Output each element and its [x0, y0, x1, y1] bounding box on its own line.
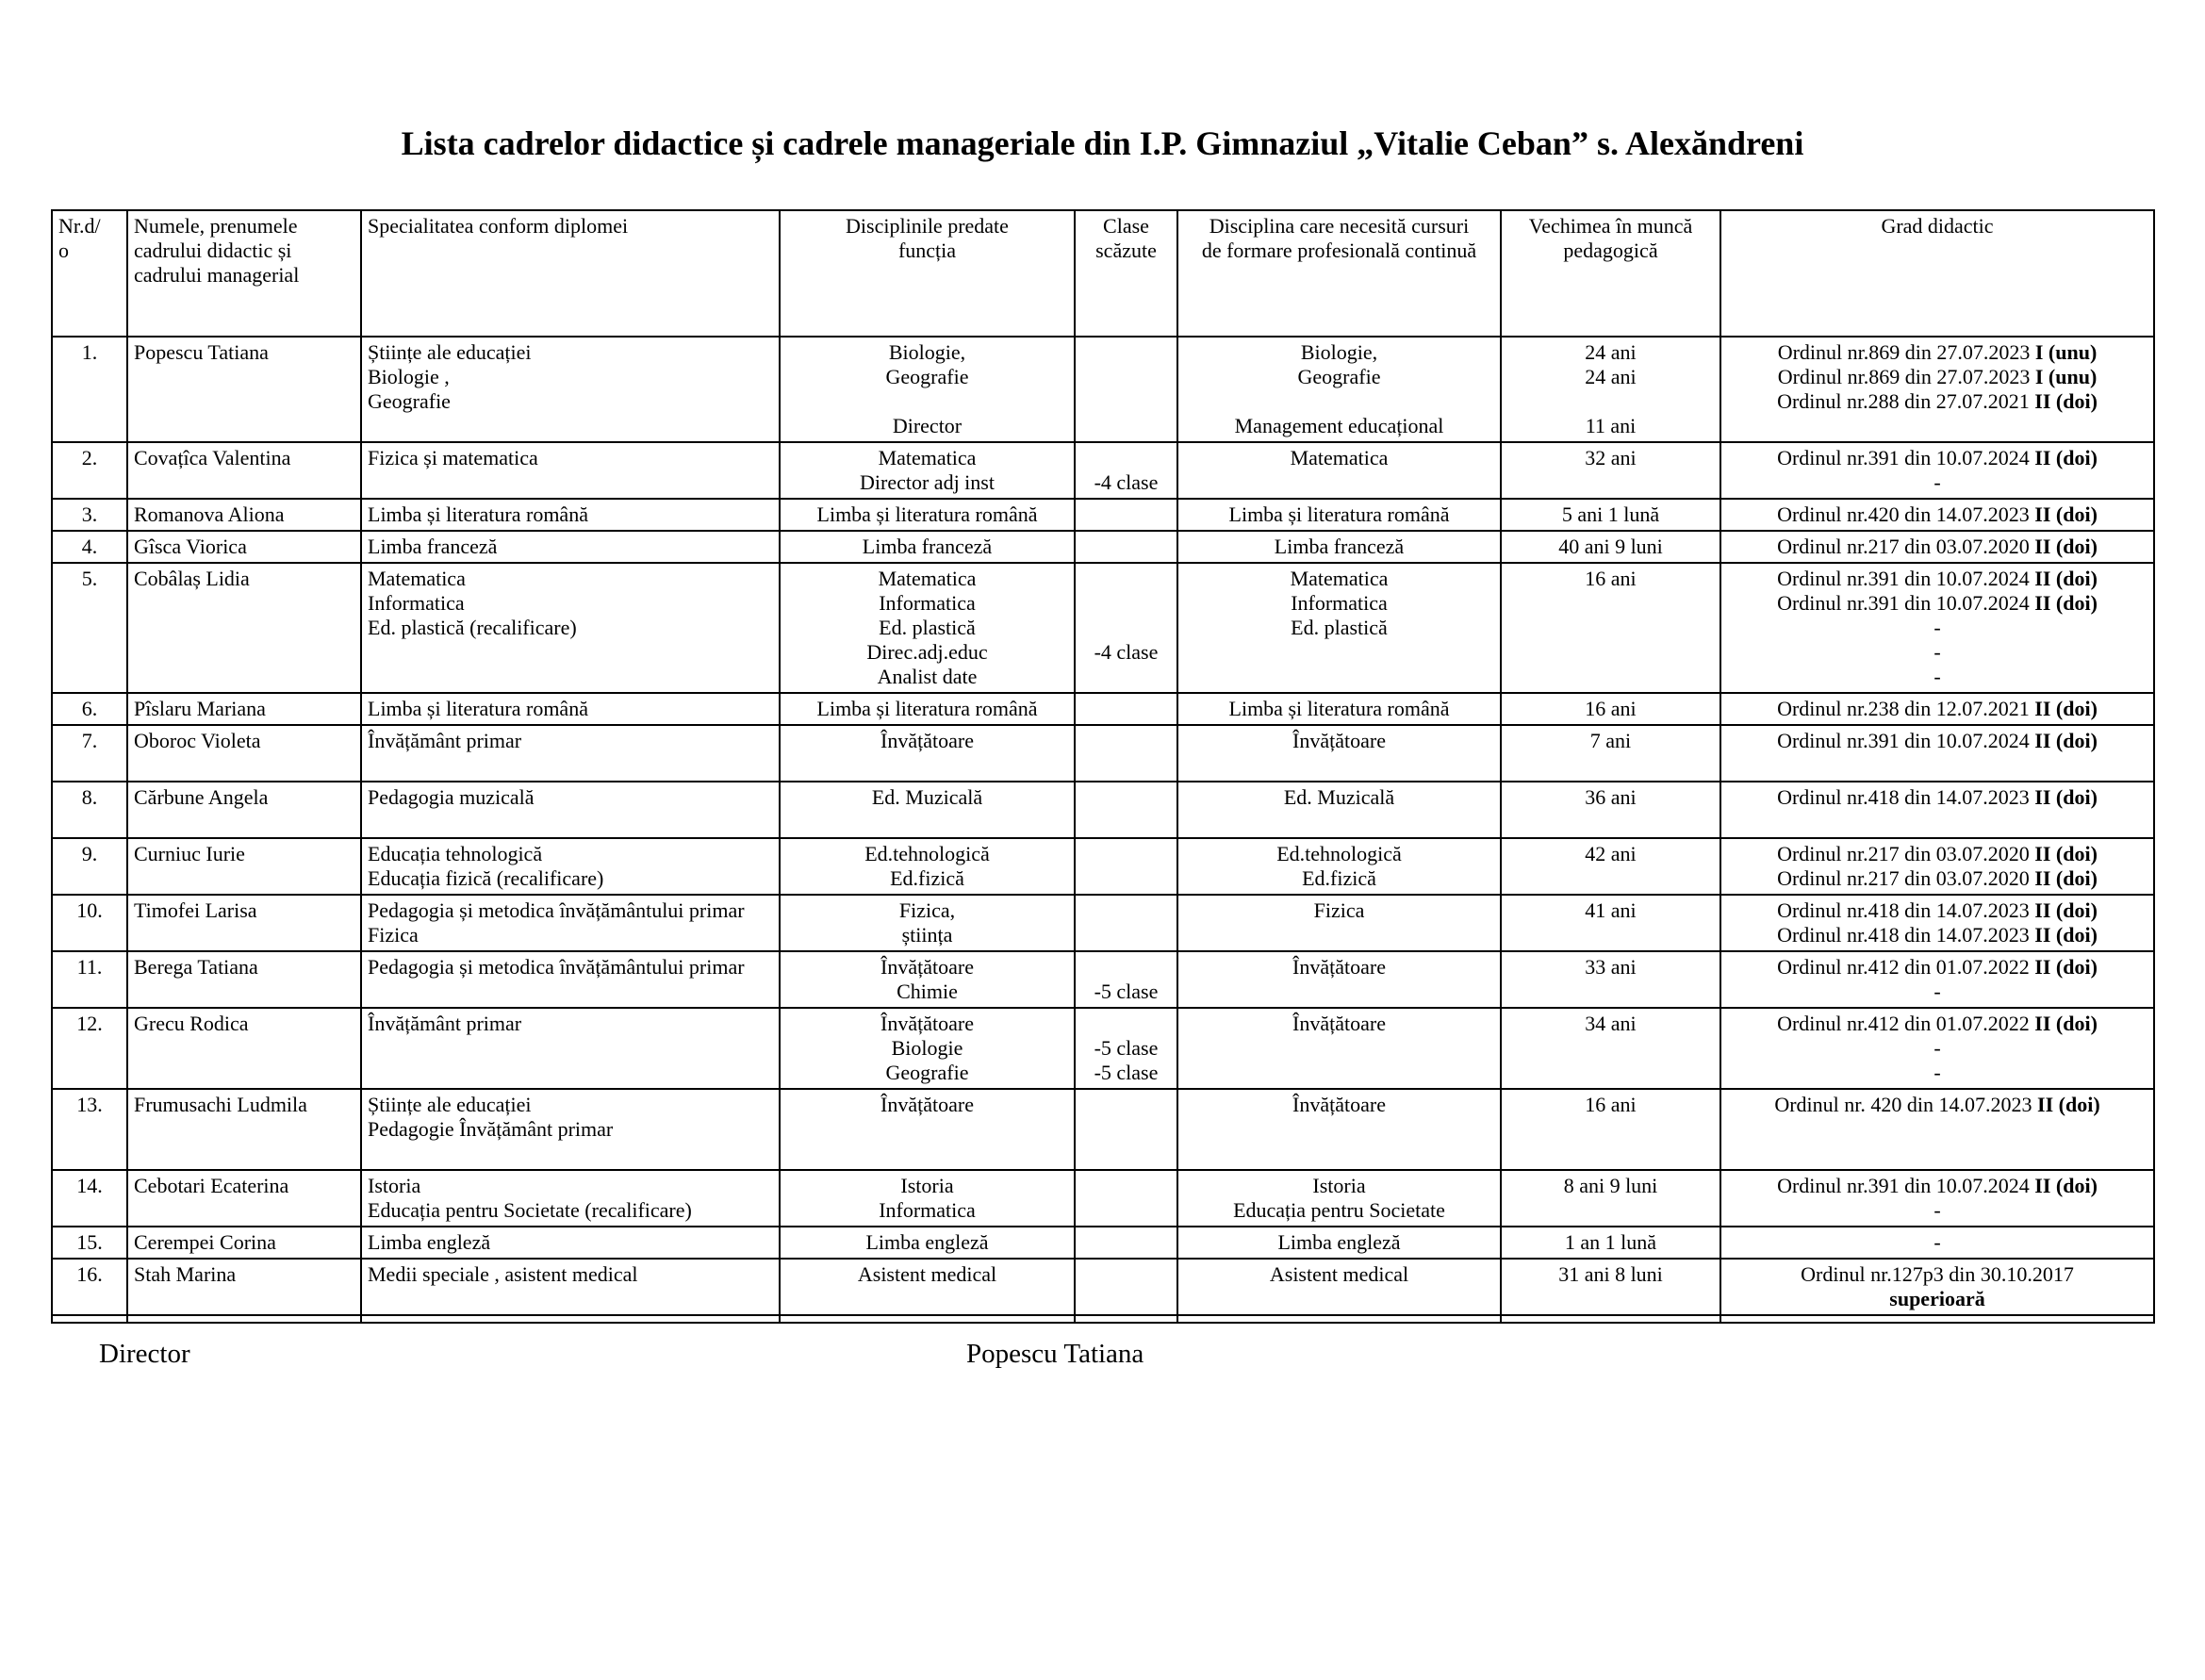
cell-specialty — [361, 1315, 780, 1323]
cell-training: Asistent medical — [1177, 1259, 1501, 1315]
cell-subjects: Fizica, știința — [780, 895, 1075, 951]
cell-nr: 7. — [52, 725, 127, 782]
cell-nr: 16. — [52, 1259, 127, 1315]
cell-subjects: Matematica Director adj inst — [780, 442, 1075, 499]
cell-nr: 14. — [52, 1170, 127, 1227]
cell-degree — [1720, 1315, 2154, 1323]
cell-clase: -4 clase — [1075, 563, 1177, 693]
cell-specialty: Istoria Educația pentru Societate (recalificare) — [361, 1170, 780, 1227]
cell-seniority: 5 ani 1 lună — [1501, 499, 1720, 531]
cell-degree: Ordinul nr.217 din 03.07.2020 II (doi) Ordinul nr.217 din 03.07.2020 II (doi) — [1720, 838, 2154, 895]
cell-specialty: Limba și literatura română — [361, 499, 780, 531]
cell-name: Curniuc Iurie — [127, 838, 361, 895]
cell-subjects: Ed.tehnologică Ed.fizică — [780, 838, 1075, 895]
cell-clase — [1075, 337, 1177, 442]
cell-nr: 5. — [52, 563, 127, 693]
cell-seniority: 16 ani — [1501, 1089, 1720, 1170]
cell-nr — [52, 1315, 127, 1323]
cell-name: Gîsca Viorica — [127, 531, 361, 563]
cell-specialty: Pedagogia și metodica învățământului primar Fizica — [361, 895, 780, 951]
table-header — [52, 210, 2154, 337]
cell-name: Grecu Rodica — [127, 1008, 361, 1089]
cell-specialty: Fizica și matematica — [361, 442, 780, 499]
cell-nr: 9. — [52, 838, 127, 895]
column-header-name: Numele, prenumele cadrului didactic și cadrului managerial — [127, 210, 361, 337]
cell-specialty: Pedagogia și metodica învățământului primar — [361, 951, 780, 1008]
cell-nr: 12. — [52, 1008, 127, 1089]
cell-clase — [1075, 838, 1177, 895]
page-title: Lista cadrelor didactice și cadrele manageriale din I.P. Gimnaziul „Vitalie Ceban” s. Alexăndreni — [401, 124, 1804, 162]
cell-name: Romanova Aliona — [127, 499, 361, 531]
cell-degree: Ordinul nr.391 din 10.07.2024 II (doi) - — [1720, 442, 2154, 499]
cell-degree: Ordinul nr.418 din 14.07.2023 II (doi) Ordinul nr.418 din 14.07.2023 II (doi) — [1720, 895, 2154, 951]
cell-seniority: 40 ani 9 luni — [1501, 531, 1720, 563]
cell-subjects: Limba și literatura română — [780, 499, 1075, 531]
cell-clase — [1075, 782, 1177, 838]
cell-subjects: Limba engleză — [780, 1227, 1075, 1259]
cell-name: Pîslaru Mariana — [127, 693, 361, 725]
column-header-training: Disciplina care necesită cursuri de formare profesională continuă — [1177, 210, 1501, 337]
cell-nr: 8. — [52, 782, 127, 838]
column-header-seniority: Vechimea în muncă pedagogică — [1501, 210, 1720, 337]
cell-specialty: Limba engleză — [361, 1227, 780, 1259]
cell-nr: 2. — [52, 442, 127, 499]
cell-training: Matematica Informatica Ed. plastică — [1177, 563, 1501, 693]
cell-name: Cebotari Ecaterina — [127, 1170, 361, 1227]
table-row — [52, 531, 2154, 563]
cell-specialty: Învățământ primar — [361, 1008, 780, 1089]
cell-seniority: 7 ani — [1501, 725, 1720, 782]
cell-name: Frumusachi Ludmila — [127, 1089, 361, 1170]
cell-seniority: 33 ani — [1501, 951, 1720, 1008]
cell-specialty: Educația tehnologică Educația fizică (recalificare) — [361, 838, 780, 895]
cell-clase — [1075, 1259, 1177, 1315]
table-row — [52, 951, 2154, 1008]
cell-nr: 11. — [52, 951, 127, 1008]
cell-specialty: Științe ale educației Pedagogie Învățământ primar — [361, 1089, 780, 1170]
cell-name: Oboroc Violeta — [127, 725, 361, 782]
cell-specialty: Limba și literatura română — [361, 693, 780, 725]
cell-seniority: 1 an 1 lună — [1501, 1227, 1720, 1259]
cell-nr: 13. — [52, 1089, 127, 1170]
cell-nr: 3. — [52, 499, 127, 531]
cell-degree: Ordinul nr.391 din 10.07.2024 II (doi) — [1720, 725, 2154, 782]
cell-clase — [1075, 693, 1177, 725]
cell-training: Învățătoare — [1177, 725, 1501, 782]
cell-subjects: Istoria Informatica — [780, 1170, 1075, 1227]
cell-degree: Ordinul nr.217 din 03.07.2020 II (doi) — [1720, 531, 2154, 563]
cell-degree: Ordinul nr.238 din 12.07.2021 II (doi) — [1720, 693, 2154, 725]
column-header-subjects: Disciplinile predate funcția — [780, 210, 1075, 337]
cell-seniority: 32 ani — [1501, 442, 1720, 499]
cell-nr: 15. — [52, 1227, 127, 1259]
cell-nr: 1. — [52, 337, 127, 442]
cell-clase — [1075, 1170, 1177, 1227]
cell-name: Popescu Tatiana — [127, 337, 361, 442]
cell-subjects: Învățătoare — [780, 1089, 1075, 1170]
cell-subjects: Limba și literatura română — [780, 693, 1075, 725]
cell-name: Covațîca Valentina — [127, 442, 361, 499]
cell-degree: Ordinul nr.869 din 27.07.2023 I (unu) Ordinul nr.869 din 27.07.2023 I (unu) Ordinul nr.288 din 27.07.2021 II (doi) — [1720, 337, 2154, 442]
cell-subjects: Ed. Muzicală — [780, 782, 1075, 838]
table-row — [52, 1170, 2154, 1227]
column-header-clase: Clase scăzute — [1075, 210, 1177, 337]
cell-subjects: Matematica Informatica Ed. plastică Direc.adj.educ Analist date — [780, 563, 1075, 693]
cell-clase: -5 clase -5 clase — [1075, 1008, 1177, 1089]
table-row — [52, 1315, 2154, 1323]
cell-clase — [1075, 1089, 1177, 1170]
cell-training — [1177, 1315, 1501, 1323]
cell-name: Berega Tatiana — [127, 951, 361, 1008]
cell-training: Fizica — [1177, 895, 1501, 951]
cell-training: Istoria Educația pentru Societate — [1177, 1170, 1501, 1227]
table-row — [52, 337, 2154, 442]
cell-seniority: 24 ani 24 ani 11 ani — [1501, 337, 1720, 442]
cell-seniority: 16 ani — [1501, 693, 1720, 725]
cell-clase — [1075, 725, 1177, 782]
cell-name — [127, 1315, 361, 1323]
staff-table — [51, 209, 2155, 1324]
cell-subjects: Învățătoare Biologie Geografie — [780, 1008, 1075, 1089]
cell-training: Limba și literatura română — [1177, 499, 1501, 531]
cell-clase — [1075, 895, 1177, 951]
table-row — [52, 563, 2154, 693]
cell-subjects: Biologie, Geografie Director — [780, 337, 1075, 442]
cell-subjects: Învățătoare — [780, 725, 1075, 782]
cell-degree: Ordinul nr.420 din 14.07.2023 II (doi) — [1720, 499, 2154, 531]
cell-training: Limba engleză — [1177, 1227, 1501, 1259]
cell-degree: Ordinul nr. 420 din 14.07.2023 II (doi) — [1720, 1089, 2154, 1170]
cell-degree: - — [1720, 1227, 2154, 1259]
table-row — [52, 838, 2154, 895]
cell-degree: Ordinul nr.418 din 14.07.2023 II (doi) — [1720, 782, 2154, 838]
cell-training: Limba franceză — [1177, 531, 1501, 563]
cell-degree: Ordinul nr.127p3 din 30.10.2017 superioară — [1720, 1259, 2154, 1315]
table-row — [52, 1259, 2154, 1315]
cell-name: Cerempei Corina — [127, 1227, 361, 1259]
cell-clase: -5 clase — [1075, 951, 1177, 1008]
table-row — [52, 895, 2154, 951]
table-row — [52, 1227, 2154, 1259]
cell-training: Matematica — [1177, 442, 1501, 499]
column-header-specialty: Specialitatea conform diplomei — [361, 210, 780, 337]
cell-degree: Ordinul nr.391 din 10.07.2024 II (doi) - — [1720, 1170, 2154, 1227]
cell-clase — [1075, 531, 1177, 563]
cell-nr: 4. — [52, 531, 127, 563]
cell-seniority: 8 ani 9 luni — [1501, 1170, 1720, 1227]
cell-specialty: Limba franceză — [361, 531, 780, 563]
cell-clase: -4 clase — [1075, 442, 1177, 499]
table-row — [52, 442, 2154, 499]
cell-degree: Ordinul nr.391 din 10.07.2024 II (doi) Ordinul nr.391 din 10.07.2024 II (doi) - - - — [1720, 563, 2154, 693]
cell-seniority: 42 ani — [1501, 838, 1720, 895]
cell-name: Timofei Larisa — [127, 895, 361, 951]
header-row — [52, 210, 2154, 337]
table-row — [52, 693, 2154, 725]
table-row — [52, 499, 2154, 531]
cell-degree: Ordinul nr.412 din 01.07.2022 II (doi) - — [1720, 951, 2154, 1008]
cell-name: Cărbune Angela — [127, 782, 361, 838]
cell-training: Învățătoare — [1177, 1089, 1501, 1170]
footer-director-label: Director — [99, 1339, 190, 1369]
table-body — [52, 337, 2154, 1323]
cell-specialty: Medii speciale , asistent medical — [361, 1259, 780, 1315]
cell-specialty: Științe ale educației Biologie , Geografie — [361, 337, 780, 442]
table-row — [52, 782, 2154, 838]
cell-seniority — [1501, 1315, 1720, 1323]
cell-specialty: Pedagogia muzicală — [361, 782, 780, 838]
table-row — [52, 725, 2154, 782]
cell-subjects: Limba franceză — [780, 531, 1075, 563]
cell-training: Ed. Muzicală — [1177, 782, 1501, 838]
cell-training: Ed.tehnologică Ed.fizică — [1177, 838, 1501, 895]
cell-training: Învățătoare — [1177, 1008, 1501, 1089]
cell-seniority: 36 ani — [1501, 782, 1720, 838]
cell-seniority: 16 ani — [1501, 563, 1720, 693]
cell-seniority: 34 ani — [1501, 1008, 1720, 1089]
cell-degree: Ordinul nr.412 din 01.07.2022 II (doi) - - — [1720, 1008, 2154, 1089]
cell-name: Cobâlaș Lidia — [127, 563, 361, 693]
column-header-nr: Nr.d/ o — [52, 210, 127, 337]
cell-specialty: Învățământ primar — [361, 725, 780, 782]
cell-training: Limba și literatura română — [1177, 693, 1501, 725]
cell-clase — [1075, 1315, 1177, 1323]
cell-nr: 6. — [52, 693, 127, 725]
cell-training: Biologie, Geografie Management educațional — [1177, 337, 1501, 442]
cell-name: Stah Marina — [127, 1259, 361, 1315]
cell-specialty: Matematica Informatica Ed. plastică (recalificare) — [361, 563, 780, 693]
cell-clase — [1075, 499, 1177, 531]
cell-clase — [1075, 1227, 1177, 1259]
cell-subjects: Învățătoare Chimie — [780, 951, 1075, 1008]
cell-subjects: Asistent medical — [780, 1259, 1075, 1315]
footer-director-name: Popescu Tatiana — [966, 1339, 1144, 1369]
cell-seniority: 41 ani — [1501, 895, 1720, 951]
column-header-degree: Grad didactic — [1720, 210, 2154, 337]
table-row — [52, 1089, 2154, 1170]
cell-subjects — [780, 1315, 1075, 1323]
cell-seniority: 31 ani 8 luni — [1501, 1259, 1720, 1315]
cell-nr: 10. — [52, 895, 127, 951]
cell-training: Învățătoare — [1177, 951, 1501, 1008]
table-row — [52, 1008, 2154, 1089]
signature-block — [0, 1337, 2205, 1371]
